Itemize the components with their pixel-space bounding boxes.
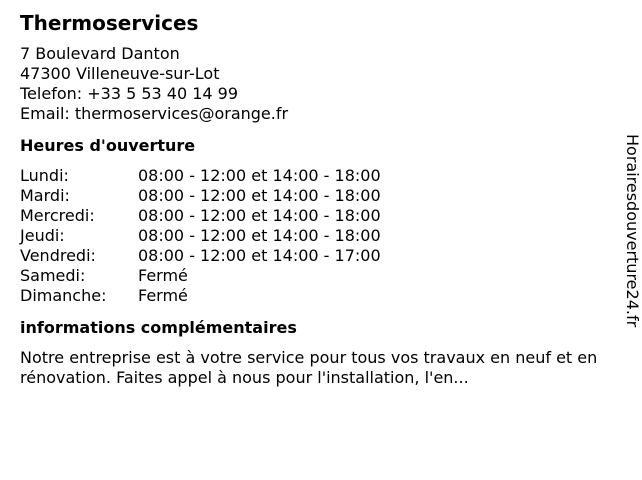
site-watermark: Horairesdouverture24.fr [623,134,642,328]
opening-hours-heading: Heures d'ouverture [20,136,196,155]
hours-day: Dimanche: [20,286,107,305]
hours-time: 08:00 - 12:00 et 14:00 - 18:00 [138,166,381,185]
hours-day: Mardi: [20,186,70,205]
hours-row-wednesday [20,206,620,226]
business-name: Thermoservices [20,11,199,35]
hours-time: 08:00 - 12:00 et 14:00 - 17:00 [138,246,381,265]
address-line-2: 47300 Villeneuve-sur-Lot [20,64,220,83]
hours-row-tuesday [20,186,620,206]
business-card [20,10,620,388]
hours-time: 08:00 - 12:00 et 14:00 - 18:00 [138,226,381,245]
address-line-1: 7 Boulevard Danton [20,44,180,63]
hours-day: Vendredi: [20,246,96,265]
hours-row-saturday [20,266,620,286]
hours-time: Fermé [138,266,188,285]
hours-row-friday [20,246,620,266]
hours-day: Samedi: [20,266,86,285]
additional-info-heading: informations complémentaires [20,318,297,337]
phone-number: Telefon: +33 5 53 40 14 99 [20,84,239,103]
hours-row-thursday [20,226,620,246]
hours-day: Mercredi: [20,206,95,225]
hours-day: Jeudi: [20,226,65,245]
additional-info-text: Notre entreprise est à votre service pour tous vos travaux en neuf et en rénovation. Faites appel à nous pour l'installation, l'en... [20,348,598,387]
hours-row-sunday [20,286,620,306]
hours-row-monday [20,166,620,186]
hours-day: Lundi: [20,166,69,185]
email-address: Email: thermoservices@orange.fr [20,104,289,123]
hours-time: 08:00 - 12:00 et 14:00 - 18:00 [138,186,381,205]
hours-time: Fermé [138,286,188,305]
opening-hours-table [20,166,620,306]
hours-time: 08:00 - 12:00 et 14:00 - 18:00 [138,206,381,225]
